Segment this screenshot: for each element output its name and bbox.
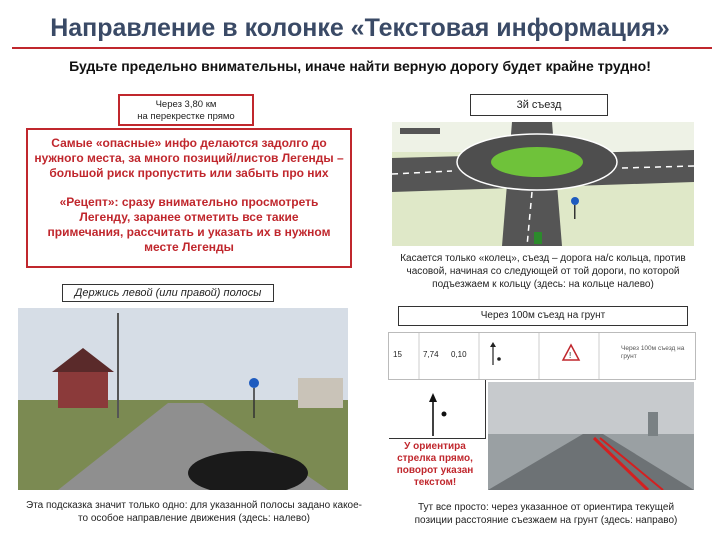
legend-row xyxy=(388,332,696,380)
page-subtitle: Будьте предельно внимательны, иначе найти верную дорогу будет крайне трудно! xyxy=(69,58,651,74)
page-title: Направление в колонке «Текстовая информация» xyxy=(50,14,670,42)
svg-text:!: ! xyxy=(569,351,572,360)
legend-num: 15 xyxy=(393,350,402,359)
warning-box xyxy=(26,128,352,268)
exit-box: 3й съезд xyxy=(470,94,608,116)
lane-box: Держись левой (или правой) полосы xyxy=(62,284,274,302)
arrow-box xyxy=(389,380,486,439)
left-caption: Эта подсказка значит только одно: для указанной полосы задано какое-то особое направление движения (здесь: налево) xyxy=(26,500,363,524)
distance-callout-line2: на перекрестке прямо xyxy=(137,111,235,122)
grunt-box: Через 100м съезд на грунт xyxy=(398,306,688,326)
right-caption: Тут все просто: через указанное от ориентира текущей позиции расстояние съезжаем на грунт (здесь: направо) xyxy=(414,502,678,526)
road-photo-left xyxy=(18,308,348,490)
road-photo-right xyxy=(488,382,694,490)
legend-delta: 0,10 xyxy=(451,350,467,359)
legend-note: Через 100м съезд на грунт xyxy=(621,345,685,360)
warning-paragraph-1: Самые «опасные» инфо делаются задолго до нужного места, за много позиций/листов Легенды – большой риск пропустить или забыть про них xyxy=(34,136,344,180)
legend-dist: 7,74 xyxy=(423,350,439,359)
distance-callout xyxy=(118,94,254,126)
title-divider xyxy=(12,47,712,49)
landmark-label: У ориентира стрелка прямо, поворот указан текстом! xyxy=(396,441,474,488)
distance-callout-line1: Через 3,80 км xyxy=(155,99,217,110)
roundabout-note: Касается только «колец», съезд – дорога на/с кольца, против часовой, начиная со следующей от той дороги, по которой подъезжаем к кольцу (здесь: на кольце налево) xyxy=(400,253,686,290)
roundabout-image xyxy=(392,122,694,246)
warning-paragraph-2: «Рецепт»: сразу внимательно просмотреть Легенду, заранее отметить все такие примечания, рассчитать и указать их в нужном месте Легенды xyxy=(47,195,331,254)
